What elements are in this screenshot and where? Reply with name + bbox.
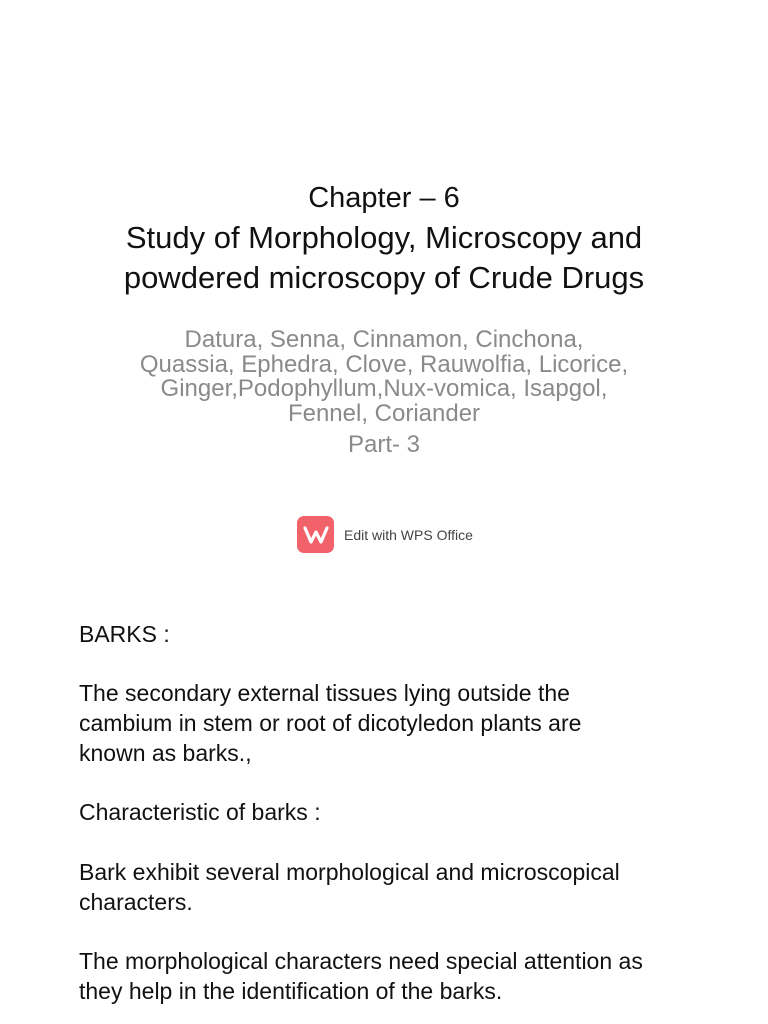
definition-line-2: cambium in stem or root of dicotyledon plants are <box>79 710 582 736</box>
subtitle-line-2: Quassia, Ephedra, Clove, Rauwolfia, Licorice, <box>139 350 629 378</box>
chapter-title-line-1: Study of Morphology, Microscopy and <box>125 220 643 255</box>
part-label: Part- 3 <box>347 431 421 458</box>
morph-line-1: The morphological characters need special attention as <box>79 948 643 974</box>
drug-list-subtitle <box>0 328 768 426</box>
morph-line-2: they help in the identification of the barks. <box>79 978 503 1004</box>
barks-heading: BARKS : <box>79 621 170 647</box>
subtitle-line-1: Datura, Senna, Cinnamon, Cinchona, <box>184 326 584 353</box>
exhibit-line-1: Bark exhibit several morphological and microscopical <box>79 859 620 885</box>
chapter-number: Chapter – 6 <box>308 182 460 214</box>
chapter-title-line-2: powdered microscopy of Crude Drugs <box>123 260 645 295</box>
chapter-title-block <box>0 178 768 298</box>
subtitle-line-4: Fennel, Coriander <box>287 399 481 427</box>
wps-logo-icon <box>297 516 334 553</box>
exhibit-line-2: characters. <box>79 889 193 915</box>
morphological-paragraph <box>79 946 729 1006</box>
wps-label: Edit with WPS Office <box>344 526 473 543</box>
barks-definition <box>79 678 729 768</box>
bark-exhibit-paragraph <box>79 857 729 917</box>
characteristic-heading: Characteristic of barks : <box>79 799 321 825</box>
edit-with-wps-badge[interactable] <box>297 516 473 553</box>
definition-line-1: The secondary external tissues lying outside the <box>79 680 570 706</box>
definition-line-3: known as barks., <box>79 740 252 766</box>
subtitle-line-3: Ginger,Podophyllum,Nux-vomica, Isapgol, <box>160 375 608 402</box>
